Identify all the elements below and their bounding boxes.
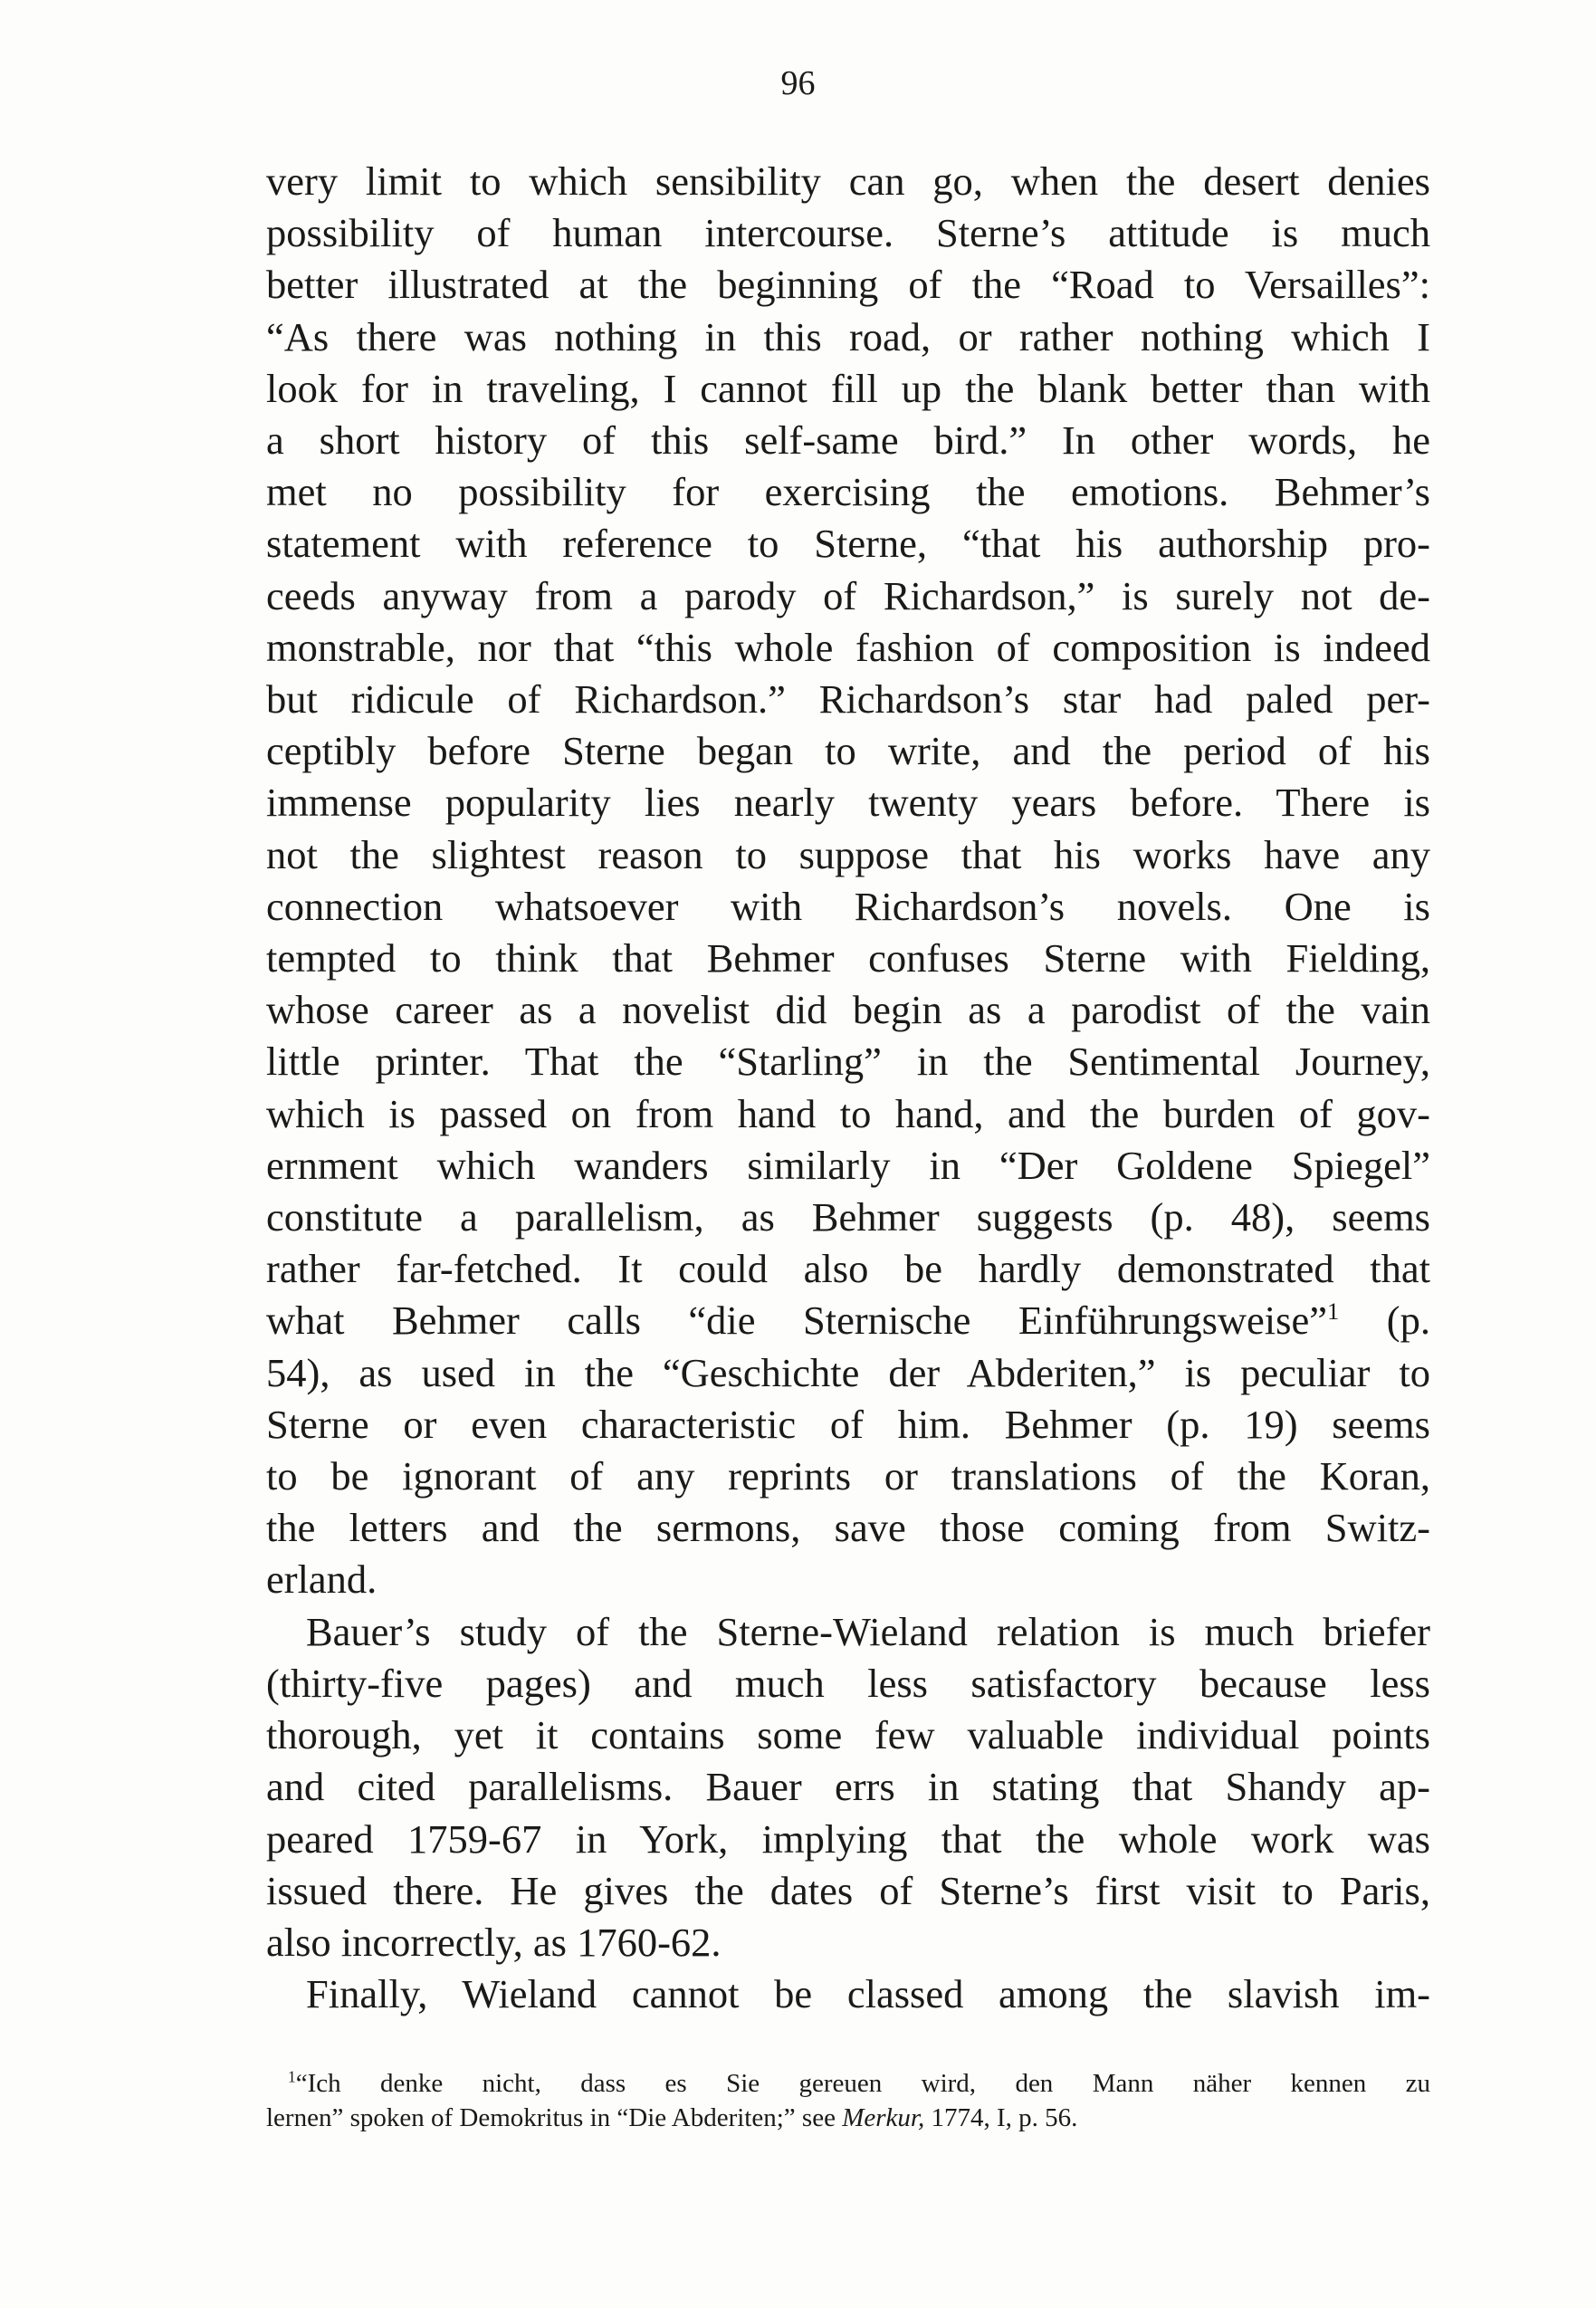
text-line: Sterne or even characteristic of him. Behmer (p. 19) seems bbox=[266, 1401, 1430, 1447]
text-line: little printer. That the “Starling” in the Sentimental Journey, bbox=[266, 1039, 1430, 1085]
text-line: Bauer’s study of the Sterne-Wieland relation is much briefer bbox=[306, 1608, 1430, 1654]
text-line: very limit to which sensibility can go, when the desert denies bbox=[266, 158, 1430, 204]
text-line: better illustrated at the beginning of the “Road to Versailles”: bbox=[266, 262, 1430, 308]
footnote-marker: 1 bbox=[288, 2067, 296, 2086]
text-line-with-footnote-ref bbox=[266, 1295, 1430, 1346]
text-line: also incorrectly, as 1760-62. bbox=[266, 1919, 722, 1965]
paragraph-2 bbox=[266, 1606, 1430, 1968]
footnote-reference: 1 bbox=[1326, 1298, 1340, 1326]
text-line: connection whatsoever with Richardson’s novels. One is bbox=[266, 883, 1430, 929]
page-number: 96 bbox=[780, 64, 816, 102]
text-line: 54), as used in the “Geschichte der Abderiten,” is peculiar to bbox=[266, 1349, 1430, 1395]
text-line: erland. bbox=[266, 1556, 377, 1603]
text-line: rather far-fetched. It could also be hardly demonstrated that bbox=[266, 1246, 1430, 1292]
text-line: Finally, Wieland cannot be classed among the slavish im- bbox=[306, 1971, 1430, 2017]
text-line: “As there was nothing in this road, or rather nothing which I bbox=[266, 313, 1430, 359]
text-line: immense popularity lies nearly twenty years before. There is bbox=[266, 780, 1430, 826]
footnote-line bbox=[266, 2066, 1430, 2101]
text-line: look for in traveling, I cannot fill up the blank better than with bbox=[266, 365, 1430, 411]
text-line: statement with reference to Sterne, “that his authorship pro- bbox=[266, 521, 1430, 567]
text-line: but ridicule of Richardson.” Richardson’s star had paled per- bbox=[266, 676, 1430, 723]
text-line: possibility of human intercourse. Sterne’s attitude is much bbox=[266, 210, 1430, 256]
text-line: monstrable, nor that “this whole fashion of composition is indeed bbox=[266, 624, 1430, 670]
text-line: peared 1759-67 in York, implying that the whole work was bbox=[266, 1815, 1430, 1862]
text-line: met no possibility for exercising the emotions. Behmer’s bbox=[266, 469, 1430, 515]
footnote-text: lernen” spoken of Demokritus in “Die Abderiten;” see bbox=[266, 2103, 843, 2132]
text-line: (thirty-five pages) and much less satisfactory because less bbox=[266, 1660, 1430, 1706]
text-line: and cited parallelisms. Bauer errs in stating that Shandy ap- bbox=[266, 1764, 1430, 1810]
text-line: issued there. He gives the dates of Sterne’s first visit to Paris, bbox=[266, 1867, 1430, 1913]
text-line: ernment which wanders similarly in “Der Goldene Spiegel” bbox=[266, 1142, 1430, 1188]
text-line: thorough, yet it contains some few valuable individual points bbox=[266, 1712, 1430, 1758]
paragraph-3 bbox=[266, 1968, 1430, 2020]
text-line: the letters and the sermons, save those coming from Switz- bbox=[266, 1505, 1430, 1551]
footnote-line bbox=[266, 2101, 1430, 2135]
text-fragment: (p. bbox=[1339, 1298, 1431, 1344]
footnote bbox=[266, 2066, 1430, 2135]
text-line: a short history of this self-same bird.” In other words, he bbox=[266, 417, 1430, 464]
footnote-text: 1774, I, p. 56. bbox=[924, 2103, 1078, 2132]
text-line: whose career as a novelist did begin as a parodist of the vain bbox=[266, 987, 1430, 1033]
journal-title: Merkur, bbox=[842, 2103, 925, 2132]
text-line: ceptibly before Sterne began to write, and the period of his bbox=[266, 728, 1430, 774]
text-line: tempted to think that Behmer confuses Sterne with Fielding, bbox=[266, 935, 1430, 982]
text-line: to be ignorant of any reprints or translations of the Koran, bbox=[266, 1453, 1430, 1499]
text-line: constitute a parallelism, as Behmer suggests (p. 48), seems bbox=[266, 1194, 1430, 1240]
text-line: not the slightest reason to suppose that his works have any bbox=[266, 831, 1430, 877]
footnote-text: “Ich denke nicht, dass es Sie gereuen wird, den Mann näher kennen zu bbox=[295, 2069, 1430, 2098]
body-text bbox=[266, 156, 1430, 2020]
paragraph-1 bbox=[266, 156, 1430, 1606]
text-fragment: what Behmer calls “die Sternische Einführungsweise” bbox=[266, 1298, 1327, 1344]
text-line: which is passed on from hand to hand, and the burden of gov- bbox=[266, 1090, 1430, 1136]
text-line: ceeds anyway from a parody of Richardson,” is surely not de- bbox=[266, 572, 1430, 618]
